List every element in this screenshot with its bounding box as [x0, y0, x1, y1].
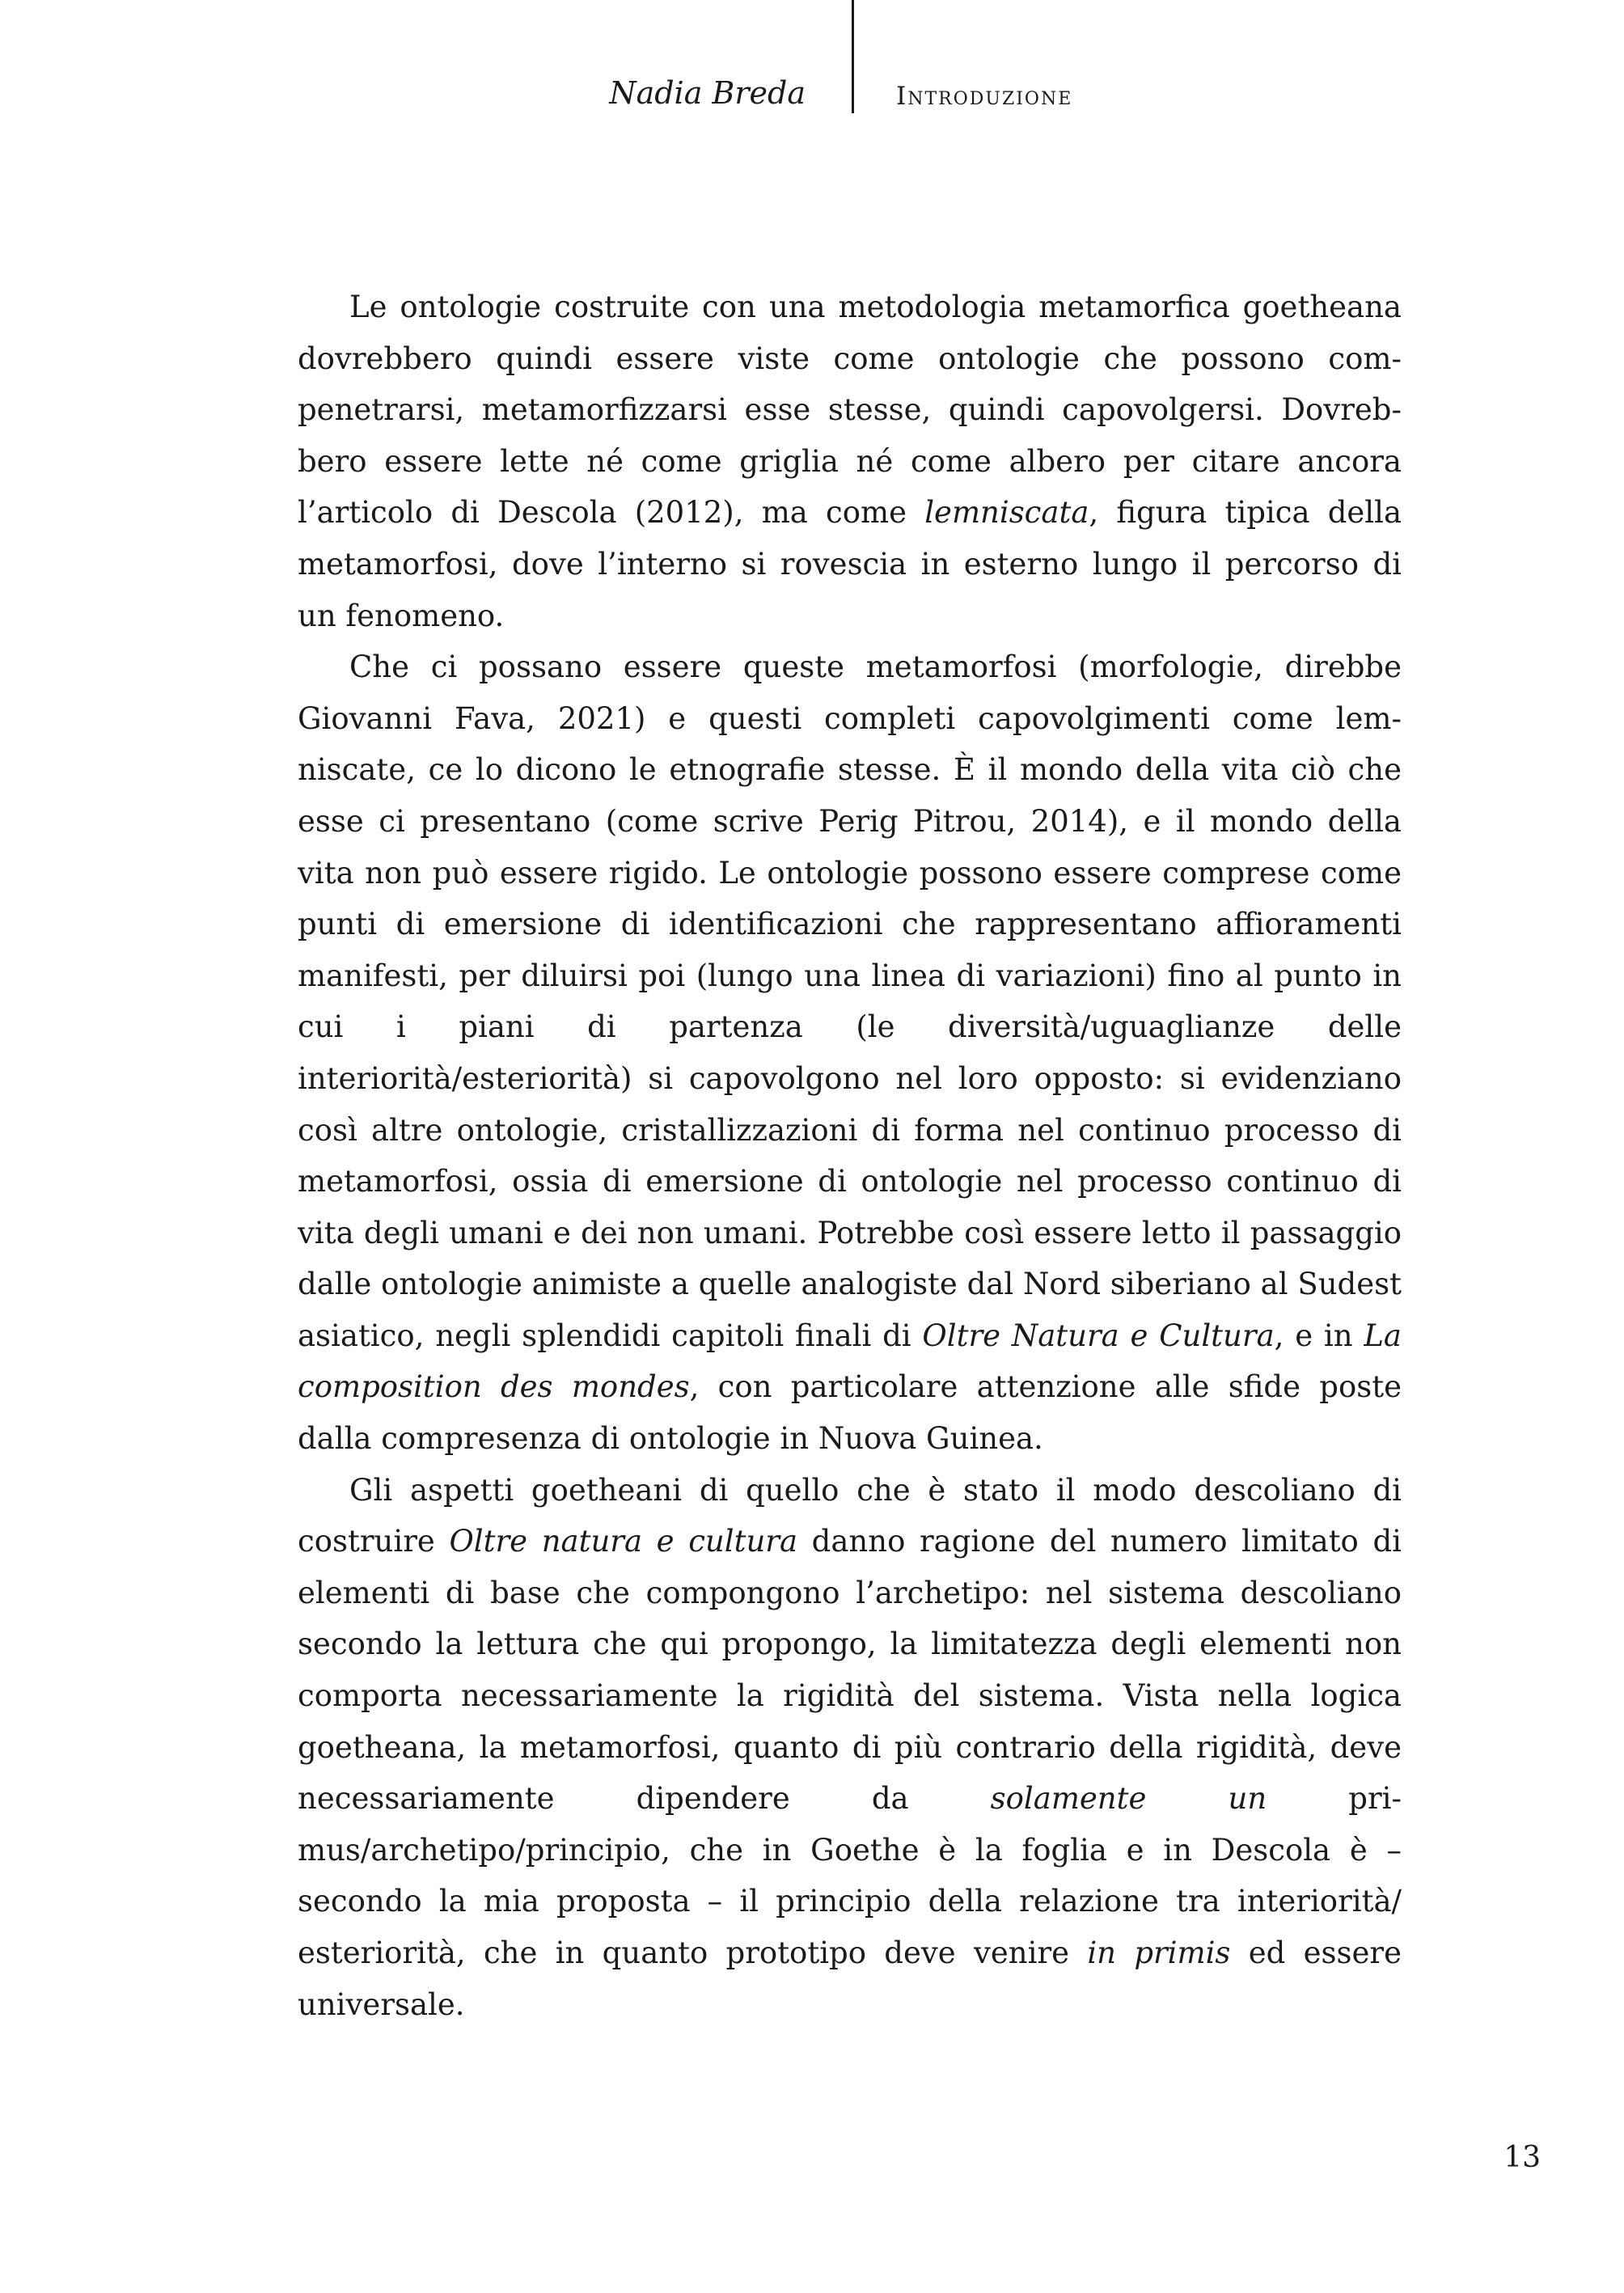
text-run: , con particolare attenzione alle sfide poste dalla compresenza di ontologie in Nuova Guinea. — [298, 1369, 1402, 1457]
italic-emphasis: solamente un — [990, 1781, 1267, 1817]
text-run: ed essere universale. — [298, 1936, 1402, 2022]
text-run: Gli aspetti goetheani di quello che è stato il modo descoliano di costruire — [298, 1472, 1402, 1559]
italic-term: lemniscata — [924, 495, 1089, 531]
text-run: , e in — [1274, 1318, 1364, 1353]
body-text — [298, 281, 1402, 2030]
header-divider — [852, 0, 854, 113]
running-head-section: Introduzione — [896, 82, 1073, 111]
paragraph-3 — [298, 1465, 1402, 2031]
running-head-author: Nadia Breda — [609, 75, 806, 111]
italic-title: Oltre natura e cultura — [449, 1524, 798, 1559]
text-run: Le ontologie costruite con una metodologia metamorfica goetheana dovrebbero quindi essere viste come ontologie che possono compenetrarsi, metamorfizzarsi esse stesse, quindi capovolgersi. Dovrebbero essere lette né come griglia né come albero per citare ancora l’articolo di Descola (2012), ma come — [298, 290, 1402, 531]
paragraph-2 — [298, 641, 1402, 1465]
paragraph-1 — [298, 281, 1402, 641]
italic-title: Oltre Natura e Cultura — [922, 1318, 1275, 1353]
text-run: Che ci possano essere queste metamorfosi (morfologie, direbbe Giovanni Fava, 2021) e questi completi capovolgimenti come lemniscate, ce lo dicono le etnografie stesse. È il mondo della vita ciò che esse ci presentano (come scrive Perig Pitrou, 2014), e il mondo della vita non può essere rigido. Le ontologie possono essere comprese come punti di emersione di identificazioni che rappresentano affioramenti manifesti, per diluirsi poi (lungo una linea di variazioni) fino al punto in cui i piani di partenza (le diversità/uguaglianze delle interiorità/esteriorità) si capovolgono nel loro opposto: si evidenziano così altre ontologie, cristallizzazioni di forma nel continuo processo di metamorfosi, ossia di emersione di ontologie nel processo continuo di vita degli umani e dei non umani. Potrebbe così essere letto il passaggio dalle ontologie animiste a quelle analogiste dal Nord siberiano al Sudest asiatico, negli splendidi capitoli finali di — [298, 649, 1402, 1353]
text-run: danno ragione del numero limitato di elementi di base che compongono l’archetipo: nel sistema descoliano secondo la lettura che qui propongo, la limitatezza degli elementi non comporta necessariamente la rigidità del sistema. Vista nella logica goetheana, la metamorfosi, quanto di più contrario della rigidità, deve necessariamente dipendere da — [298, 1524, 1402, 1817]
text-run: , figura tipica della metamorfosi, dove l’interno si rovescia in esterno lungo il percorso di un fenomeno. — [298, 495, 1402, 633]
italic-emphasis: in primis — [1087, 1936, 1231, 1970]
italic-title: La composition des mondes — [298, 1318, 1402, 1405]
text-run: primus/archetipo/principio, che in Goethe è la foglia e in Descola è – secondo la mia proposta – il principio della relazione tra interiorità/ esteriorità, che in quanto prototipo deve venire — [298, 1781, 1402, 1970]
page-number: 13 — [1503, 2141, 1541, 2174]
